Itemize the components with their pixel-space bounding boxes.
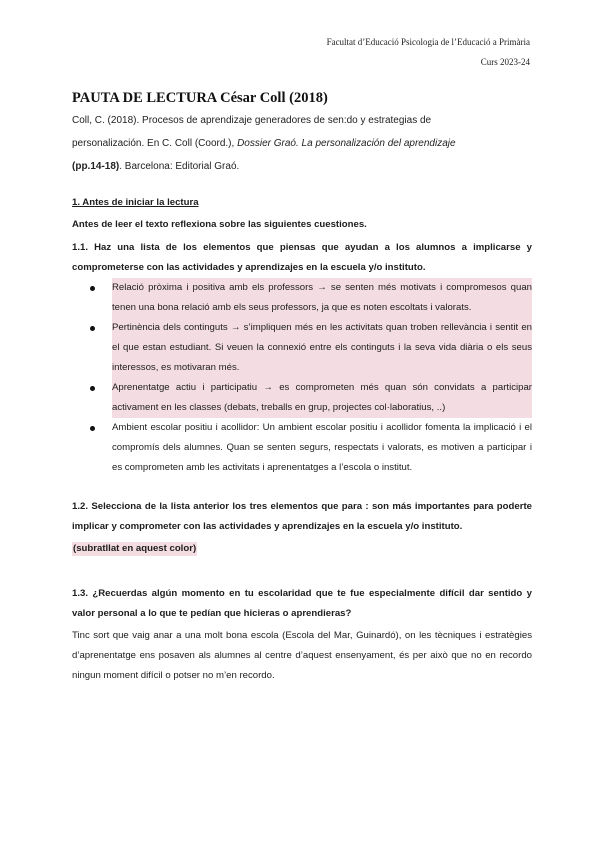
header-faculty: Facultat d’Educació Psicologia de l’Educació a Primària: [326, 37, 530, 47]
header-course: Curs 2023-24: [480, 57, 530, 67]
list-item-text: Relació pròxima i positiva amb els professors → se senten més motivats i compromesos quan tenen una bona relació amb els seus professors, ja que es noten escoltats i valorats.: [112, 278, 532, 318]
bullet-icon: [90, 426, 95, 431]
list-item: [72, 378, 532, 418]
bullet-icon: [90, 326, 95, 331]
reference-line-2: [72, 137, 532, 151]
section-intro: Antes de leer el texto reflexiona sobre las siguientes cuestiones.: [72, 219, 367, 230]
reference-publisher: . Barcelona: Editorial Graó.: [119, 161, 240, 172]
section-heading: 1. Antes de iniciar la lectura: [72, 197, 199, 208]
question-1-1: 1.1. Haz una lista de los elementos que piensas que ayudan a los alumnos a implicarse y comprometerse con las actividades y aprendizajes en la escuela y/o instituto.: [72, 242, 532, 273]
page-title: PAUTA DE LECTURA César Coll (2018): [72, 90, 328, 106]
reference-line-1: Coll, C. (2018). Procesos de aprendizaje generadores de sen:do y estrategias de: [72, 115, 432, 126]
answer-1-3: Tinc sort que vaig anar a una molt bona escola (Escola del Mar, Guinardó), on les tècniques i estratègies d’aprenentatge ens posaven als alumnes al centre d’aquest ensenyament, és per això que no en recordo ningun moment difícil o potser no m’en recordo.: [72, 630, 532, 681]
question-1-2: 1.2. Selecciona de la lista anterior los tres elementos que para : son más importantes para poderte implicar y comprometer con las actividades y aprendizajes en la escuela y/o instituto.: [72, 501, 532, 532]
list-item: [72, 278, 532, 318]
question-1-3: 1.3. ¿Recuerdas algún momento en tu escolaridad que te fue especialmente difícil dar sentido y valor personal a lo que te pedían que hicieras o aprendieras?: [72, 588, 532, 619]
reference-line-2-text: personalización. En C. Coll (Coord.),: [72, 138, 238, 149]
highlight-note: (subratllat en aquest color): [73, 543, 197, 554]
reference-book-title: Dossier Graó. La personalización del aprendizaje: [237, 138, 456, 149]
elements-list: [72, 278, 532, 478]
list-item-text: Ambient escolar positiu i acollidor: Un ambient escolar positiu i acollidor fomenta la implicació i el compromís dels alumnes. Quan se senten segurs, respectats i valorats, es motiven a participar i es comprometen amb les activitats i aprenentatges a l’escola o institut.: [112, 422, 532, 473]
list-item: [72, 418, 532, 478]
list-item-text: Pertinència dels continguts → s’impliquen més en les activitats quan troben rellevància i sentit en el que estan estudiant. Si veuen la connexió entre els continguts i la seva vida diària o els seus interessos, es motivaran més.: [112, 318, 532, 378]
list-item-text: Aprenentatge actiu i participatiu → es comprometen més quan són convidats a participar activament en les classes (debats, treballs en grup, projectes col·laboratius, ..): [112, 378, 532, 418]
reference-line-3: [72, 160, 532, 174]
bullet-icon: [90, 386, 95, 391]
list-item: [72, 318, 532, 378]
reference-pages: (pp.14-18): [72, 161, 120, 172]
bullet-icon: [90, 286, 95, 291]
